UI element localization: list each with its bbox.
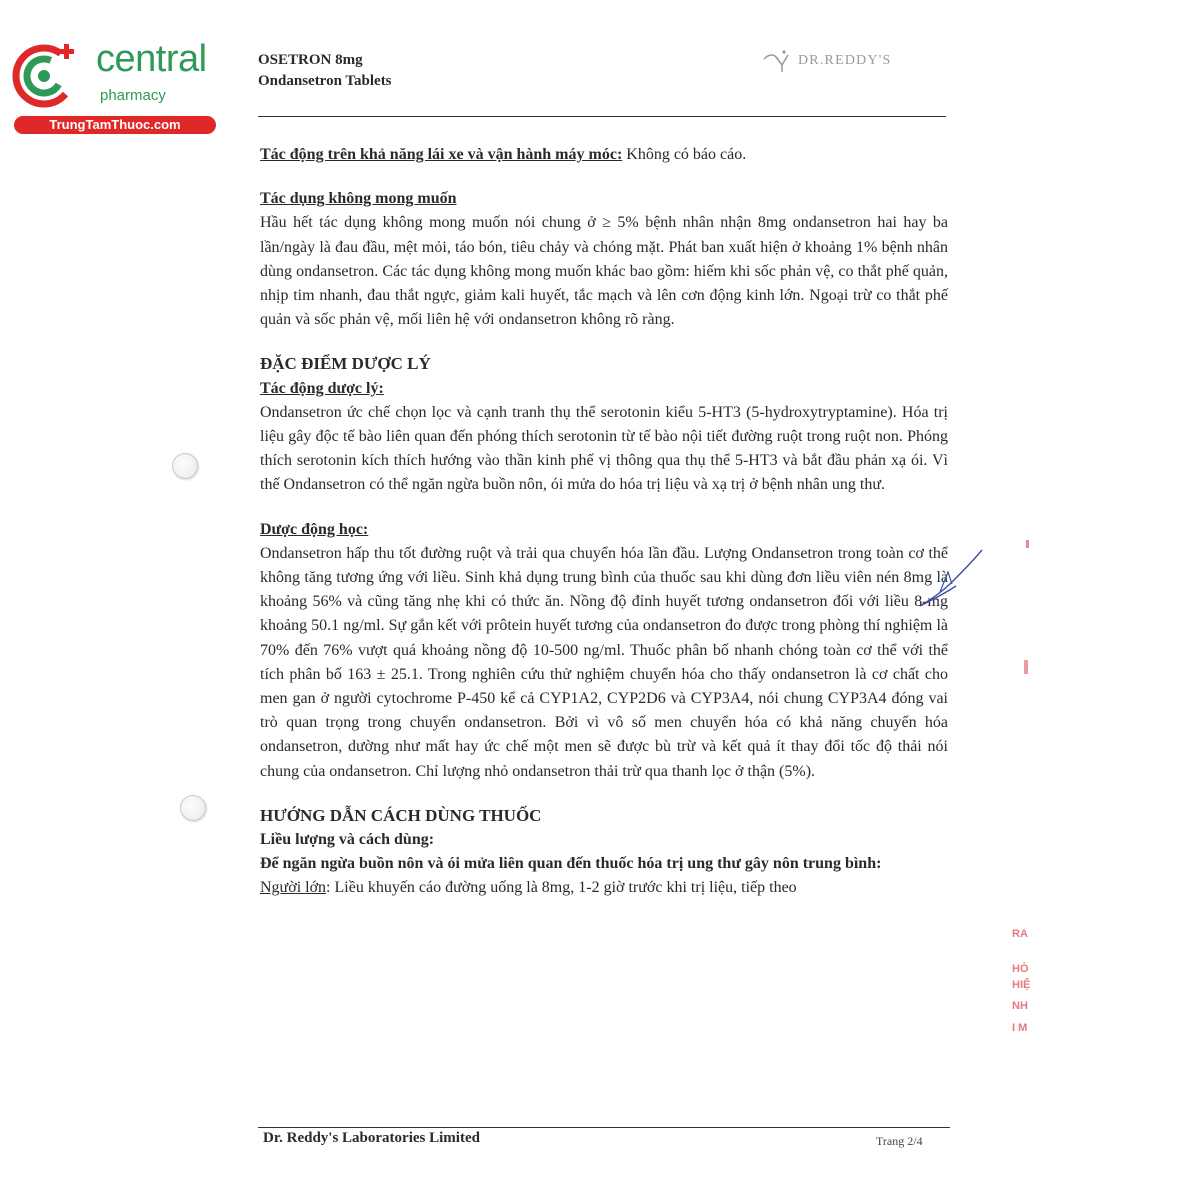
pharmacodynamics-heading: Tác động dược lý:	[260, 379, 384, 397]
product-generic-name: Ondansetron Tablets	[258, 73, 392, 89]
brand-name: DR.REDDY'S	[798, 53, 892, 68]
stamp-mark	[1024, 660, 1028, 674]
driving-section	[260, 143, 948, 167]
adult-label: Người lớn	[260, 879, 327, 897]
stamp-fragment: RA	[1012, 928, 1028, 940]
side-effects-heading: Tác dụng không mong muốn	[260, 190, 457, 208]
dosage-indication: Để ngăn ngừa buồn nôn và ói mửa liên quan đến thuốc hóa trị ung thư gây nôn trung bình:	[260, 855, 882, 873]
stamp-fragment: HIỆ	[1012, 979, 1031, 991]
stamp-mark	[1026, 540, 1029, 548]
pharmacokinetics-text: Ondansetron hấp thu tốt đường ruột và trải qua chuyển hóa lần đầu. Lượng Ondansetron trong toàn cơ thể không tăng tương ứng với liều. Sinh khả dụng trung bình của thuốc sau khi dùng đơn liều viên nén 8mg là khoảng 56% và cũng tăng nhẹ khi có thức ăn. Nồng độ đỉnh huyết tương ondansetron đối với liều 8-mg khoảng 50.1 ng/ml. Sự gắn kết với prôtein huyết tương của ondansetron đo được trong phòng thí nghiệm là 70% đến 76% vượt quá khoảng nồng độ 10-500 ng/ml. Thuốc phân bố nhanh chóng toàn cơ thể với thể tích phân bố 163 ± 25.1. Trong nghiên cứu thử nghiệm chuyển hóa cho thấy ondansetron là cơ chất cho men gan ở người cytochrome P-450 kể cả CYP1A2, CYP2D6 và CYP3A4, nói chung CYP3A4 đóng vai trò quan trọng trong chuyển ondansetron. Bởi vì vô số men chuyển hóa có khả năng chuyển hóa ondansetron, dường như mất hay ức chế một men sẽ được bù trừ và kết quả ít thay đổi tốc độ thải nói chung của ondansetron. Chỉ lượng nhỏ ondansetron thải trừ qua thanh lọc ở thận (5%).	[260, 544, 948, 780]
central-pharmacy-logo	[10, 38, 215, 138]
page-number: Trang 2/4	[876, 1134, 923, 1148]
dr-reddys-logo-icon	[762, 49, 792, 73]
stamp-fragment: HÒ	[1012, 963, 1029, 975]
driving-text: Không có báo cáo.	[622, 146, 747, 163]
document-body	[260, 143, 948, 901]
logo-name: central	[96, 38, 207, 80]
logo-website: TrungTamThuoc.com	[14, 116, 216, 134]
document-header	[258, 50, 392, 92]
logo-subtitle: pharmacy	[100, 87, 166, 104]
dosage-title: HƯỚNG DẪN CÁCH DÙNG THUỐC	[260, 805, 542, 825]
signature-mark-icon	[912, 548, 992, 610]
binder-hole-icon	[172, 453, 198, 479]
pharmacodynamics-text: Ondansetron ức chế chọn lọc và cạnh tranh thụ thể serotonin kiểu 5-HT3 (5-hydroxytryptamine). Hóa trị liệu gây độc tế bào liên quan đến phóng thích serotonin từ tế bào nội tiết đường ruột trong ruột non. Phóng thích serotonin kích thích hướng vào thần kinh phế vị thông qua thụ thể 5-HT3 và bắt đầu phản xạ ói. Vì thế Ondansetron có thể ngăn ngừa buồn nôn, ói mửa do hóa trị liệu và xạ trị ở bệnh nhân ung thư.	[260, 403, 948, 494]
stamp-fragment: NH	[1012, 1000, 1028, 1012]
stamp-fragment: I M	[1012, 1022, 1028, 1034]
header-divider	[258, 116, 946, 117]
footer-divider	[258, 1127, 950, 1128]
side-effects-text: Hầu hết tác dụng không mong muốn nói chung ở ≥ 5% bệnh nhân nhận 8mg ondansetron hai hay ba lần/ngày là đau đầu, mệt mỏi, táo bón, tiêu chảy và chóng mặt. Phát ban xuất hiện ở khoảng 1% bệnh nhân dùng ondansetron. Các tác dụng không mong muốn khác bao gồm: hiếm khi sốc phản vệ, co thắt phế quản, nhịp tim nhanh, đau thắt ngực, giảm kali huyết, tắc mạch và lên cơn động kinh lớn. Ngoại trừ co thắt phế quản và sốc phản vệ, mối liên hệ với ondansetron không rõ ràng.	[260, 214, 948, 329]
adult-text: : Liều khuyến cáo đường uống là 8mg, 1-2 giờ trước khi trị liệu, tiếp theo	[326, 879, 797, 897]
footer-company: Dr. Reddy's Laboratories Limited	[263, 1130, 480, 1146]
pharmacology-title: ĐẶC ĐIỂM DƯỢC LÝ	[260, 354, 431, 374]
dosage-adult	[260, 876, 948, 900]
driving-heading: Tác động trên khả năng lái xe và vận hành máy móc:	[260, 146, 623, 163]
binder-hole-icon	[180, 795, 206, 821]
product-name: OSETRON 8mg	[258, 52, 363, 68]
pharmacy-cross-logo-icon	[10, 38, 82, 110]
dosage-subheading: Liều lượng và cách dùng:	[260, 831, 435, 849]
pharmacokinetics-heading: Dược động học:	[260, 520, 369, 538]
manufacturer-brand	[762, 46, 942, 76]
